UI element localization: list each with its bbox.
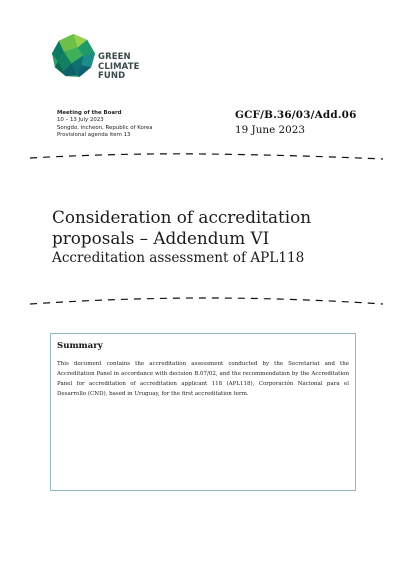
- top-wave-rule: [30, 152, 383, 160]
- title-sub: Accreditation assessment of APL118: [52, 250, 305, 266]
- meeting-dates: 10 – 13 July 2023: [57, 117, 104, 124]
- logo-line-fund: FUND: [98, 71, 126, 81]
- document-code: GCF/B.36/03/Add.06: [235, 109, 357, 121]
- meeting-agenda: Provisional agenda item 13: [57, 132, 131, 139]
- meeting-title: Meeting of the Board: [57, 110, 122, 116]
- summary-heading: Summary: [57, 341, 103, 351]
- gcf-logo: [50, 32, 140, 81]
- summary-body: This document contains the accreditation assessment conducted by the Secretariat and the Accreditation Panel in accordance with decision B.07/02, and the recommendation by the Accreditation Panel for accreditation of accreditation applicant 118 (APL118), Corporación Nacional para el Desarrollo (CND), based in Uruguay, for the first accreditation term.: [57, 361, 349, 397]
- title-main: Consideration of accreditation proposals – Addendum VI: [52, 207, 312, 248]
- meeting-info: [57, 110, 153, 140]
- meeting-location: Songdo, Incheon, Republic of Korea: [57, 124, 153, 131]
- document-date: 19 June 2023: [235, 124, 305, 136]
- logo-line-green: GREEN: [98, 52, 131, 62]
- bottom-wave-rule: [30, 296, 383, 304]
- logo-line-climate: CLIMATE: [98, 61, 140, 72]
- document-reference: [235, 108, 357, 138]
- gcf-logo-text: [98, 53, 140, 82]
- document-title: [52, 207, 372, 267]
- summary-box: [50, 333, 356, 491]
- gcf-globe-icon: [50, 32, 97, 79]
